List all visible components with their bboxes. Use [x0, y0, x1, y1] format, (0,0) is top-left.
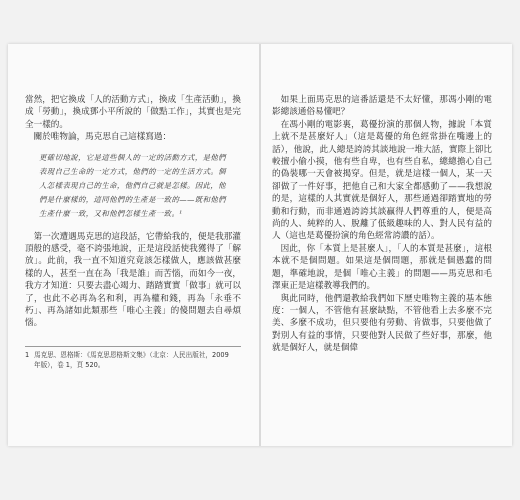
- footnote-text: 馬克思、恩格斯：《馬克思恩格斯文集》（北京：人民出版社，2009 年版），卷 1，頁 520。: [34, 350, 229, 370]
- right-paragraph-2: 在馮小剛的電影裏，葛優扮演的那個人物，據說「本質上就不是甚麼好人」（這是葛優的角色經常掛在嘴邊上的話），他說，此人總是誇誇其談地說一堆大話，實際上卻比較擅小偷小摸，他有些自卑，也有些自私，總總擔心自己的偽裝哪一天會被揭穿。但是，就是這樣一個人，某一天卻做了一件好事，把他自己和大家全都感動了——我想說的是，這樣的人其實就是個好人，那些通過卻踏實地的勞動和行動，而非通過誇誇其談贏得人們尊重的人，便是高尚的人、純粹的人、脫離了低級趣味的人、對人民有益的人（這也是葛優扮演的角色經常誇讚的話）。: [272, 119, 492, 242]
- right-paragraph-1: 如果上面馬克思的這番話還是不太好懂，那馮小剛的電影總該通俗易懂吧？: [272, 95, 492, 118]
- left-paragraph-3: 第一次遭遇馬克思的這段話，它帶給我的，便是我那灌頂般的感受，毫不誇張地說，正是這段話使我獲得了「解放」。此前，我一直不知道究竟該怎樣做人，應該做甚麼樣的人，甚至一直在為「我是誰」而苦惱，而如今一夜，我方才知道：只要去盡心竭力、踏踏實實「做事」就可以了，也此不必再為名和利，再為權和錢，再為「永垂不朽」、再為諸如此類那些「唯心主義」的傻問題去自尋煩惱。: [25, 231, 241, 329]
- footnote: [25, 350, 241, 371]
- left-paragraph-2: 關於唯物論，馬克思自己這樣寫過：: [33, 132, 172, 143]
- footnote-rule: [25, 346, 241, 347]
- book-gutter: [259, 44, 261, 446]
- right-page: [272, 94, 492, 355]
- footnote-number: 1: [25, 350, 30, 359]
- left-paragraph-1: 當然，把它換成「人的活動方式」，換成「生產活動」，換成「勞動」，換成鄧小平所說的「做點工作」，其實也是完全一樣的。: [25, 95, 241, 130]
- left-page: [25, 94, 241, 371]
- right-paragraph-4: 與此同時，他們還教給我們如下歷史唯物主義的基本態度：一個人，不管他有甚麼缺點，不管他看上去多麼不完美、多麼不成功，但只要他有勞動、肯做事，只要他做了對別人有益的事情，只要他對人民做了些好事，那麼，他就是個好人，就是個偉: [272, 293, 492, 354]
- block-quote: 更確切地說，它是這些個人的一定的活動方式，是他們表現自己生命的一定方式，他們的一定的生活方式。個人怎樣表現自己的生命，他們自己就是怎樣。因此，他們是什麼樣的，這同他們的生產是一致的——既和他們生產什麼一致，又和他們怎樣生產一致。¹: [39, 152, 226, 219]
- right-paragraph-3: 因此，你「本質上是甚麼人」，「人的本質是甚麼」，這根本就不是個問題。如果這是個問題，那就是個愚蠢的問題，準確地說，是個「唯心主義」的問題——馬克思和毛澤東正是這樣教導我們的。: [272, 243, 492, 292]
- book-spread: [8, 44, 512, 446]
